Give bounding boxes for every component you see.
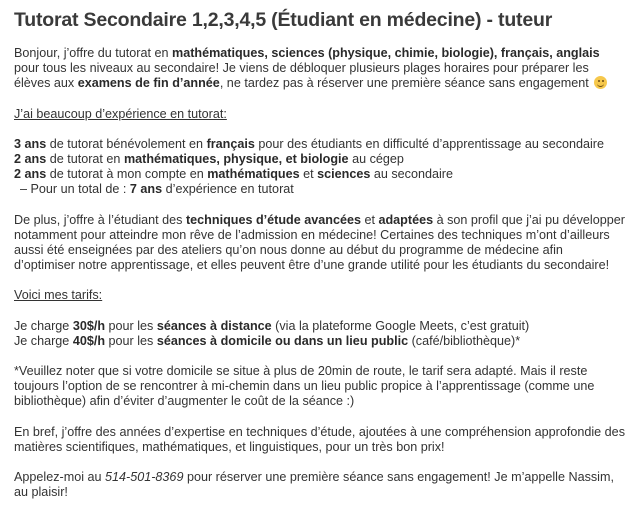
intro-subjects: mathématiques, sciences (physique, chimie, biologie), français, anglais xyxy=(172,46,600,60)
tarif2-type: séances à domicile ou dans un lieu public xyxy=(156,333,409,348)
summary-paragraph: En bref, j’offre des années d’expertise en techniques d’étude, ajoutées à une compréhension approfondie des matières scientifiques, mathématiques, et linguistiques, pour un très bon prix! xyxy=(14,424,625,454)
listing-title: Tutorat Secondaire 1,2,3,4,5 (Étudiant en médecine) - tuteur xyxy=(14,9,553,31)
intro-text-3: , ne tardez pas à réserver une première séance sans engagement xyxy=(219,76,593,91)
intro-text-2: pour tous les niveaux au secondaire! Je viens de débloquer plusieurs plages horaires pour préparer les élèves aux xyxy=(14,61,589,91)
exp1-text-2: pour des étudiants en difficulté d’apprentissage au secondaire xyxy=(254,136,605,151)
exp3-subject-1: mathématiques xyxy=(207,167,300,182)
intro-paragraph xyxy=(14,46,626,92)
exp2-text-1: de tutorat en xyxy=(46,152,124,167)
tech-text-1: De plus, j’offre à l’étudiant des xyxy=(14,212,186,227)
exp3-text-3: au secondaire xyxy=(370,167,453,182)
tarifs-heading: Voici mes tarifs: xyxy=(14,288,103,303)
experience-heading: J’ai beaucoup d’expérience en tutorat: xyxy=(14,106,227,121)
exp1-text-1: de tutorat bénévolement en xyxy=(46,136,207,151)
tarif1-text-3: (via la plateforme Google Meets, c’est gratuit) xyxy=(271,318,530,333)
years-1: 3 ans xyxy=(14,136,47,151)
experience-line-3 xyxy=(14,167,626,182)
contact-text-2: pour réserver une première séance sans engagement! Je m’appelle Nassim, au plaisir! xyxy=(14,470,614,500)
travel-note: *Veuillez noter que si votre domicile se situe à plus de 20min de route, le tarif sera adapté. Mais il reste toujours l’option de se rencontrer à mi-chemin dans un lieu public propice à l’apprentissage (comme une bibliothèque) afin d’éviter d’augmenter le coût de la séance :) xyxy=(14,364,595,409)
tarif2-text-3: (café/bibliothèque)* xyxy=(408,333,521,348)
contact-text-1: Appelez-moi au xyxy=(14,470,106,485)
exp3-subject-2: sciences xyxy=(317,167,371,182)
exp3-text-2: et xyxy=(299,167,318,182)
exp2-subject: mathématiques, physique, et biologie xyxy=(123,152,349,167)
tarif1-text-1: Je charge xyxy=(14,318,73,333)
years-2: 2 ans xyxy=(14,152,47,167)
total-years: 7 ans xyxy=(129,182,163,197)
exp3-text-1: de tutorat à mon compte en xyxy=(46,167,208,182)
intro-exams: examens de fin d’année xyxy=(77,76,220,91)
exp1-subject: français xyxy=(206,136,255,151)
tarif2-text-2: pour les xyxy=(105,333,157,348)
total-text-1: – Pour un total de : xyxy=(20,182,130,197)
tarif-distance xyxy=(14,319,626,334)
tech-adapted: adaptées xyxy=(378,212,434,227)
price-distance: 30$/h xyxy=(72,318,106,333)
tarif1-type: séances à distance xyxy=(156,318,272,333)
tech-advanced: techniques d’étude avancées xyxy=(185,212,361,227)
tarif1-text-2: pour les xyxy=(105,318,157,333)
tech-text-3: à son profil que j’ai pu développer notamment pour atteindre mon rêve de l’admission en médecine! Certaines des techniques m’ont d’ailleurs aussi été enseignées par des ateliers qu’on nous donne au début du programme de médecine afin d’optimiser notre apprentissage, et elles peuvent être d’une grande utilité pour les étudiants du secondaire! xyxy=(14,212,625,273)
tarif-domicile xyxy=(14,334,626,349)
intro-text-1: Bonjour, j’offre du tutorat en xyxy=(14,46,172,60)
tech-text-2: et xyxy=(360,212,379,227)
experience-line-1 xyxy=(14,137,626,152)
techniques-paragraph xyxy=(14,213,626,274)
contact-paragraph xyxy=(14,470,626,500)
phone-number[interactable]: 514-501-8369 xyxy=(105,470,184,485)
experience-total xyxy=(14,182,626,197)
total-text-2: d’expérience en tutorat xyxy=(162,182,294,197)
years-3: 2 ans xyxy=(14,167,47,182)
smiling-face-emoji-icon xyxy=(594,76,607,89)
experience-line-2 xyxy=(14,152,626,167)
price-domicile: 40$/h xyxy=(72,333,106,348)
exp2-text-2: au cégep xyxy=(348,152,404,167)
tarif2-text-1: Je charge xyxy=(14,333,73,348)
